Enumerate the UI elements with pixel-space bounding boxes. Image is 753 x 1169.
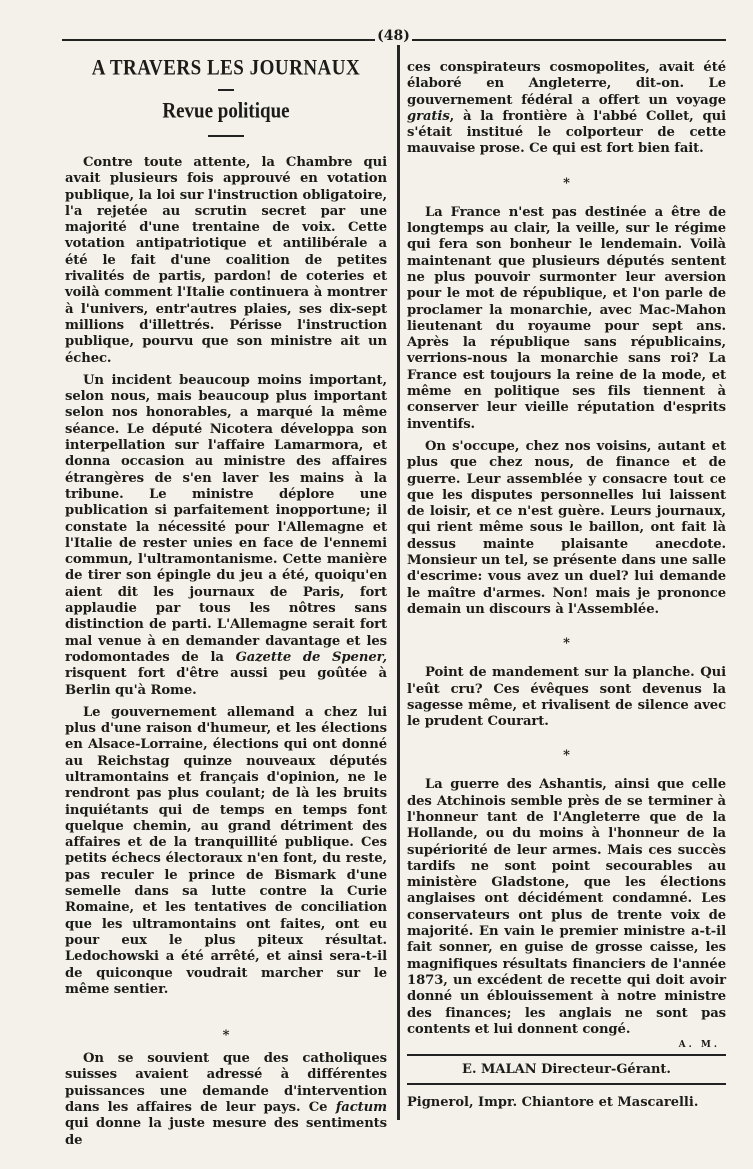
title-rule	[218, 89, 234, 91]
separator-star: *	[222, 1028, 230, 1044]
footer-rule	[407, 1054, 726, 1056]
footer-printer: Pignerol, Impr. Chiantore et Mascarelli.	[407, 1095, 699, 1111]
header-rule-left	[62, 39, 375, 41]
article-paragraph: Le gouvernement allemand a chez lui plus d'une raison d'humeur, et les élections en Alsace-Lorraine, élections qui ont donné au Reichstag quinze nouveaux députés ultramontains et français d'opinion, ne le rendront pas plus coulant; de là les bruits inquiétants qui de temps en temps font quelque chemin, au grand détriment des affaires et de la tranquillité publique. Ces petits échecs électoraux n'en font, du reste, pas reculer le prince de Bismark d'une semelle dans sa lutte contre la Curie Romaine, et les tentatives de conciliation que les ultramontains ont faites, ont eu pour eux le plus piteux résultat. Ledochowski a été arrêté, et ainsi sera-t-il de quiconque voudrait marcher sur le même sentier.	[65, 704, 387, 997]
footer-director: E. MALAN Directeur-Gérant.	[462, 1062, 671, 1078]
page-number: (48)	[377, 28, 410, 44]
article-paragraph: On se souvient que des catholiques suisses avaient adressé à différentes puissances une demande d'intervention dans les affaires de leur pays. Ce factum qui donne la juste mesure des sentiments de	[65, 1051, 387, 1148]
section-title: A TRAVERS LES JOURNAUX	[91, 56, 361, 81]
article-paragraph: On s'occupe, chez nos voisins, autant et plus que chez nous, de finance et de guerre. Leur assemblée y consacre tout ce que les disputes personnelles lui laissent de loisir, et ce n'est guère. Leurs journaux, qui rient même sous le baillon, ont fait là dessus mainte plaisante anecdote. Monsieur un tel, se présente dans une salle d'escrime: vous avez un duel? lui demande le maître d'armes. Non! mais je prononce demain un discours à l'Assemblée.	[407, 438, 726, 617]
article-paragraph: Contre toute attente, la Chambre qui avait plusieurs fois approuvé en votation publique, la loi sur l'instruction obligatoire, l'a rejetée au scrutin secret par une majorité d'une trentaine de voix. Cette votation antipatriotique et antilibérale a été le fait d'une coalition de petites rivalités de partis, pardon! de coteries et voilà comment l'Italie continuera à montrer à l'univers, entr'autres plaies, ses dix-sept millions d'illettrés. Périsse l'instruction publique, pourvu que son ministre ait un échec.	[65, 155, 387, 366]
right-column	[407, 60, 726, 1116]
left-column	[65, 52, 387, 1149]
article-paragraph: ces conspirateurs cosmopolites, avait été élaboré en Angleterre, dit-on. Le gouvernement fédéral a offert un voyage gratis, à la frontière à l'abbé Collet, qui s'était institué le colporteur de cette mauvaise prose. Ce qui est fort bien fait.	[407, 60, 726, 157]
signature: A. M.	[678, 1040, 720, 1051]
separator-star: *	[563, 748, 570, 764]
column-divider	[397, 45, 400, 1120]
separator-star: *	[563, 175, 570, 191]
article-paragraph: La guerre des Ashantis, ainsi que celle des Atchinois semble près de se terminer à l'honneur tant de l'Angleterre que de la Hollande, ou du moins à l'honneur de la supériorité de leur armes. Mais ces succès tardifs ne sont point secourables au ministère Gladstone, que les élections anglaises ont décidément condamné. Les conservateurs ont plus de trente voix de majorité. En vain le premier ministre a-t-il fait sonner, en guise de grosse caisse, les magnifiques résultats financiers de l'année 1873, un excédent de recette qui doit avoir donné un éblouissement à notre ministre des finances; les anglais ne sont pas contents et lui donnent congé.	[407, 777, 726, 1037]
article-paragraph: La France n'est pas destinée a être de longtemps au clair, la veille, sur le régime qui fera son bonheur le lendemain. Voilà maintenant que plusieurs députés sentent ne plus pouvoir surmonter leur aversion pour le mot de république, et l'on parle de proclamer la monarchie, avec Mac-Mahon lieutenant du royaume pour sept ans. Après la république sans républicains, verrions-nous la monarchie sans roi? La France est toujours la reine de la mode, et même en politique ses fils tiennent à conserver leur vieille réputation d'esprits inventifs.	[407, 204, 726, 432]
header-rule-right	[412, 39, 726, 41]
footer-rule	[407, 1083, 726, 1085]
subtitle: Revue politique	[162, 99, 290, 124]
separator-star: *	[563, 636, 570, 652]
subtitle-rule	[208, 135, 244, 137]
article-paragraph: Un incident beaucoup moins important, selon nous, mais beaucoup plus important selon nos honorables, a marqué la même séance. Le député Nicotera développa son interpellation sur l'affaire Lamarmora, et donna occasion au ministre des affaires étrangères de s'en laver les mains à la tribune. Le ministre déplore une publication si parfaitement inopportune; il constate la nécessité pour l'Allemagne et l'Italie de rester unies en face de l'ennemi commun, l'ultramontanisme. Cette manière de tirer son épingle du jeu a été, quoiqu'en aient dit les journaux de Paris, fort applaudie par tous les nôtres sans distinction de parti. L'Allemagne serait fort mal venue à en demander davantage et les rodomontades de la Gazette de Spener, risquent fort d'être aussi peu goûtée à Berlin qu'à Rome.	[65, 372, 387, 698]
article-paragraph: Point de mandement sur la planche. Qui l'eût cru? Ces évêques sont devenus la sagesse même, et rivalisent de silence avec le prudent Courart.	[407, 665, 726, 730]
